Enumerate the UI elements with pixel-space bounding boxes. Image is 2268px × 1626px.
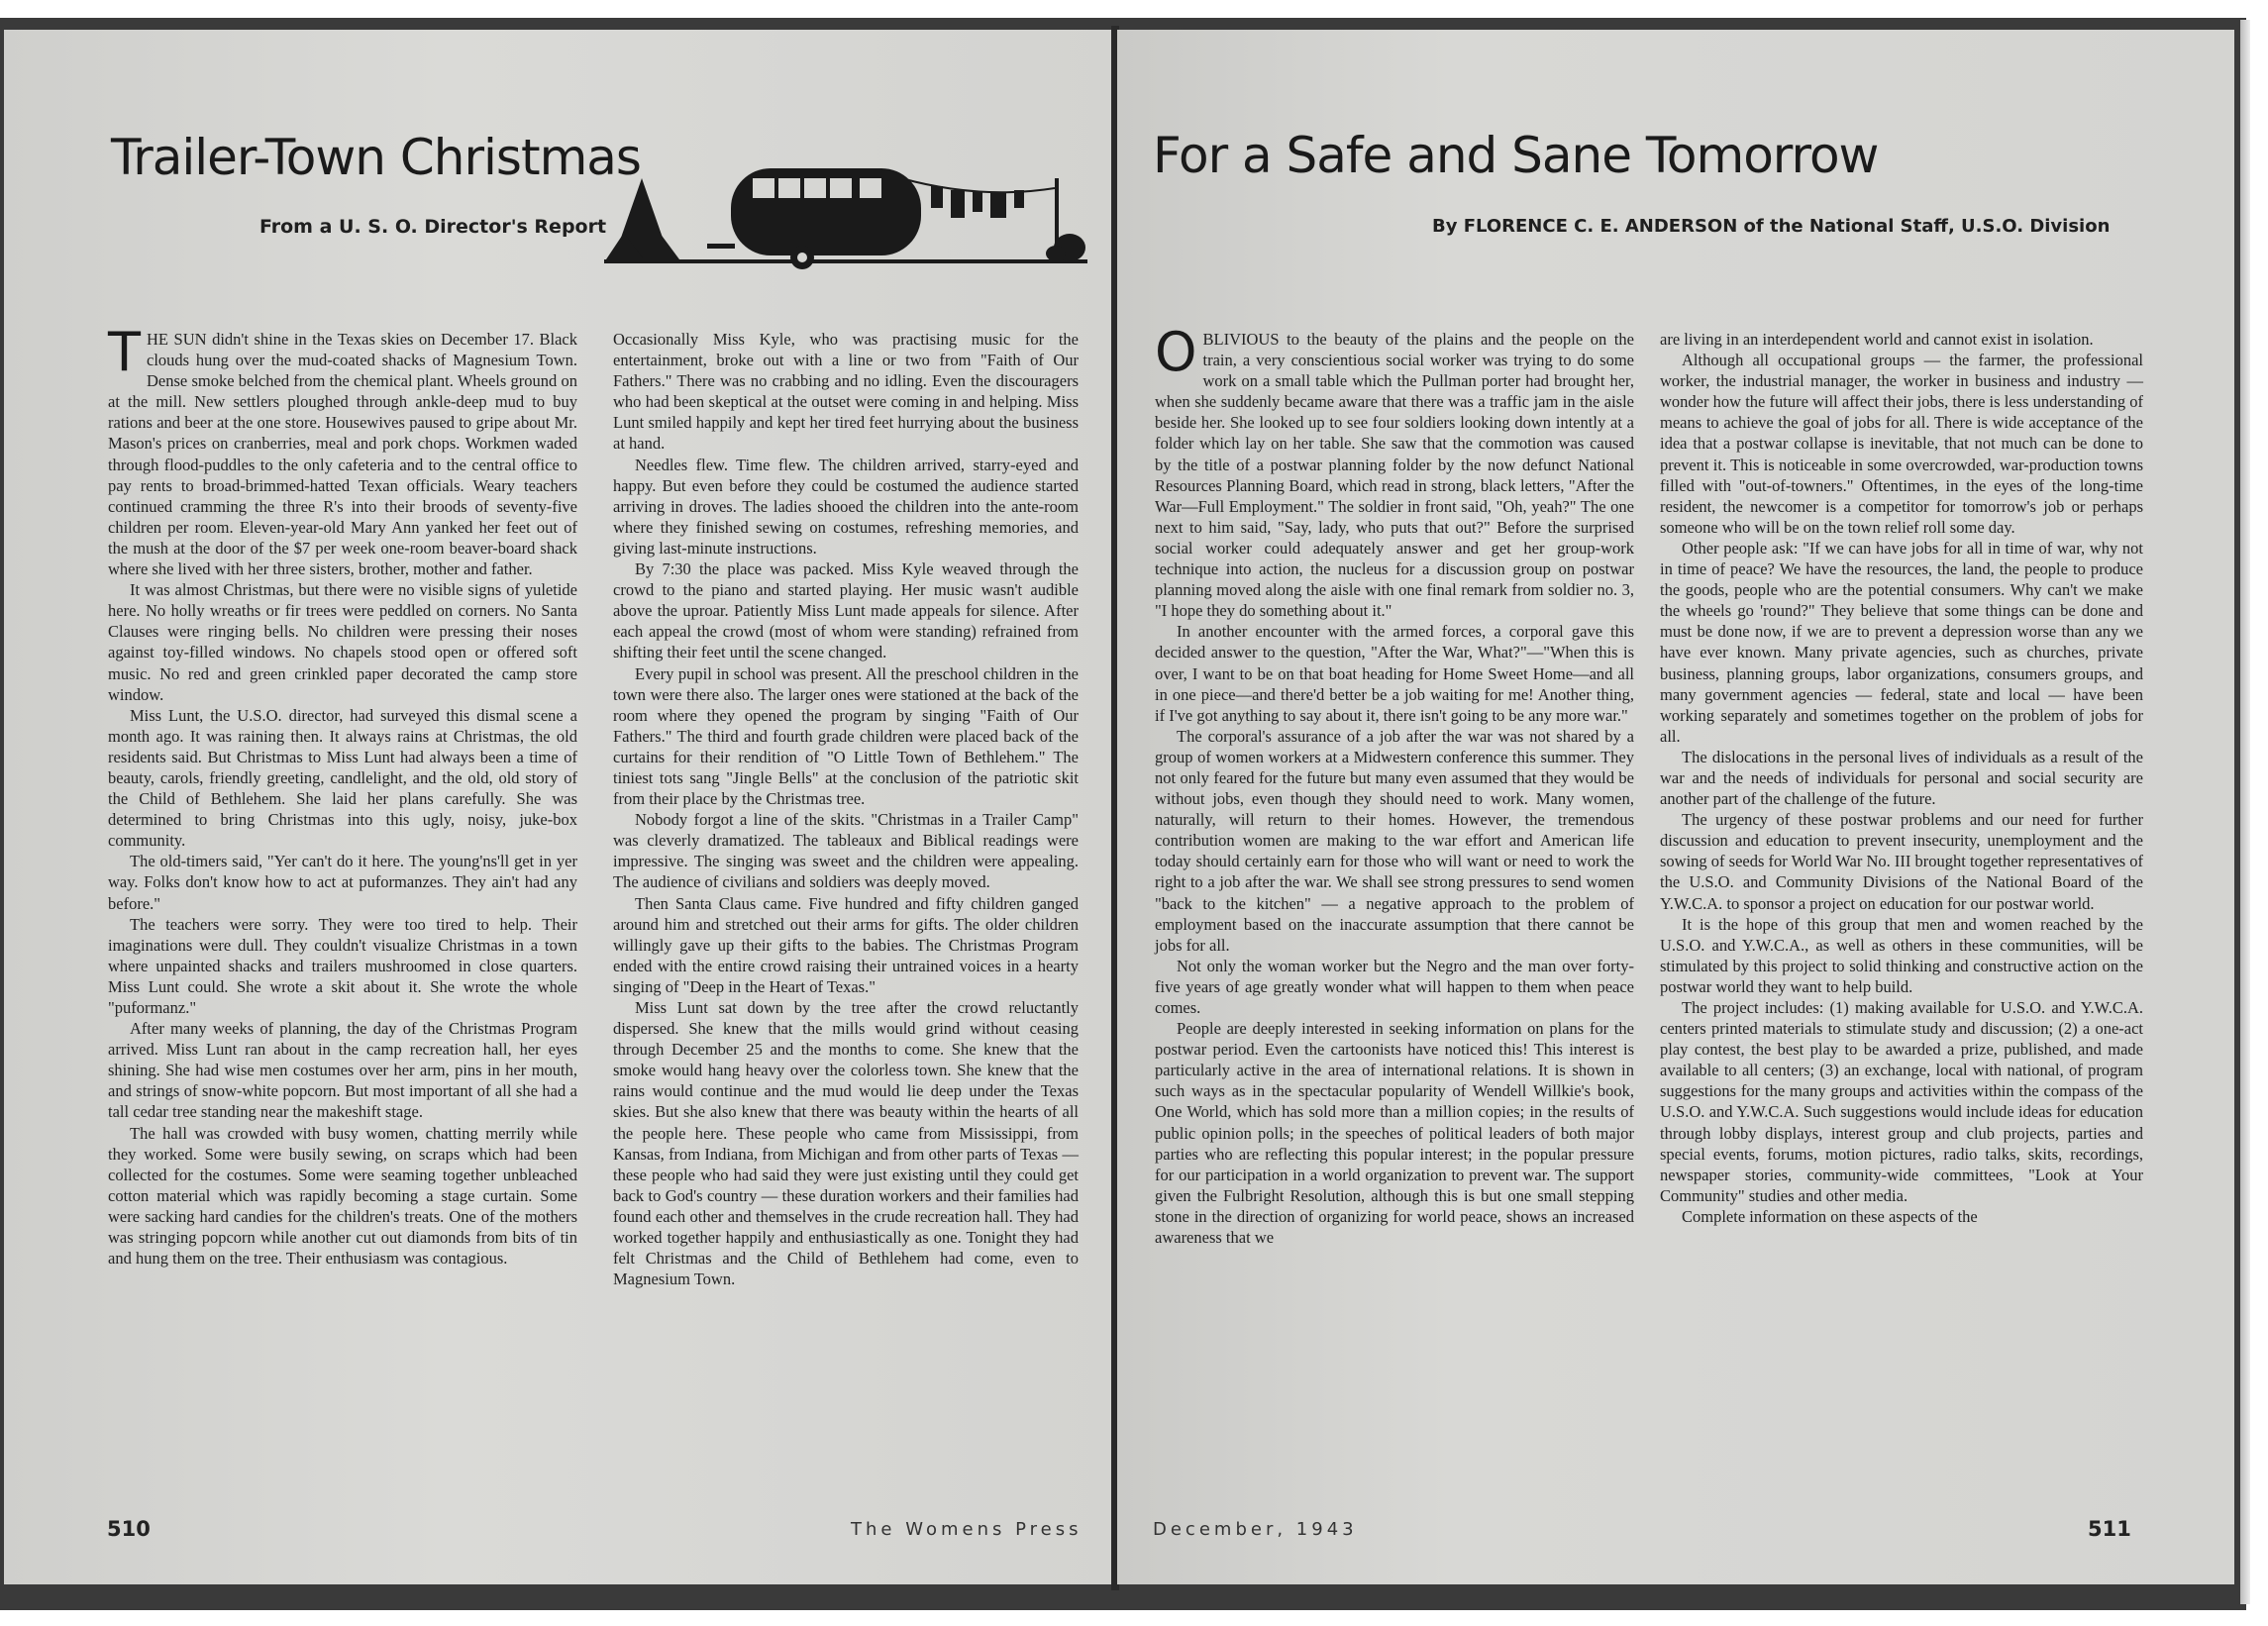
paragraph: are living in an interdependent world and cannot exist in isolation. [1660,330,2094,349]
paragraph: The hall was crowded with busy women, chatting merrily while they worked. Some were busily sewing, on scraps which had been collected for the costumes. Some were seaming together unbleached cotton material which was rapidly becoming a stage curtain. Some were sacking hard candies for the children's treats. One of the mothers was stringing popcorn while another cut out diamonds from bits of tin and hung them on the tree. Their enthusiasm was contagious. [108,1123,577,1269]
left-page [4,30,1113,1584]
drop-cap: O [1155,321,1197,383]
page-number: 510 [107,1517,151,1541]
paragraph: After many weeks of planning, the day of the Christmas Program arrived. Miss Lunt ran about in the camp recreation hall, her eyes shining. She had wise men costumes over her arm, pins in her mouth, and strings of snow-white popcorn. But most important of all she had a tall cedar tree standing near the makeshift stage. [108,1019,577,1122]
paragraph: Not only the woman worker but the Negro and the man over forty-five years of age greatly wonder what will happen to them when peace comes. [1155,956,1634,1017]
paragraph: By 7:30 the place was packed. Miss Kyle weaved through the crowd to the piano and started playing. Her music wasn't audible above the uproar. Patiently Miss Lunt made appeals for silence. After each appeal the crowd (most of whom were standing) refrained from shifting their feet until the scene changed. [613,559,1079,662]
paragraph: Occasionally Miss Kyle, who was practising music for the entertainment, broke out with a line or two from "Faith of Our Fathers." There was no crabbing and no idling. Even the discouragers who had been skeptical at the outset were coming in and helping. Miss Lunt smiled happily and kept her tired feet hurrying about the business at hand. [613,330,1079,454]
paragraph: Other people ask: "If we can have jobs for all in time of war, why not in time of peace? We have the resources, the land, the people to produce the goods, people who are the potential consumers. Why can't we make the wheels go 'round?" They believe that some things can be done and must be done now, if we are to prevent a depression worse than any we have ever known. Many private agencies, such as churches, private business, planning groups, labor organizations, consumers groups, and many government agencies — federal, state and local — have been working separately and sometimes together on the problem of jobs for all. [1660,538,2143,746]
right-page [1117,30,2234,1584]
paragraph: OBLIVIOUS to the beauty of the plains and the people on the train, a very conscientious social worker was trying to do some work on a small table which the Pullman porter had brought her, when she suddenly became aware that there was a traffic jam in the aisle beside her. She looked up to see four soldiers looking down intently at a folder which lay on her table. She saw that the commotion was caused by the title of a postwar planning folder by the now defunct National Resources Planning Board, which read in strong, black letters, "After the War—Full Employment." The soldier in front said, "Oh, yeah?" The one next to him said, "Say, lady, who puts that out?" Before the surprised social worker could adequately answer and get her group-work technique into action, the nucleus for a discussion group on postwar planning moved along the aisle with one final remark from soldier no. 3, "I hope they do something about it." [1155,321,1634,621]
trailer-illustration [604,149,1087,277]
paragraph: The urgency of these postwar problems and our need for further discussion and education to prevent insecurity, unemployment and the sowing of seeds for World War No. III brought together representatives of the U.S.O. and Community Divisions of the National Board of the Y.W.C.A. to sponsor a project on education for our postwar world. [1660,810,2143,913]
drop-cap: T [108,321,141,383]
paragraph: The dislocations in the personal lives of individuals as a result of the war and the needs of individuals for personal and social security are another part of the challenge of the future. [1660,747,2143,809]
paragraph: The old-timers said, "Yer can't do it here. The young'ns'll get in yer way. Folks don't know how to act at puformanzes. They ain't had any before." [108,852,577,913]
paragraph: It is the hope of this group that men and women reached by the U.S.O. and Y.W.C.A., as well as others in these communities, will be stimulated by this project to solid thinking and constructive action on the postwar world they want to help build. [1660,914,2143,996]
paragraph: THE SUN didn't shine in the Texas skies on December 17. Black clouds hung over the mud-coated shacks of Magnesium Town. Dense smoke belched from the chemical plant. Wheels ground on at the mill. New settlers ploughed through ankle-deep mud to buy rations and beer at the one store. Housewives paused to gripe about Mr. Mason's prices on cranberries, meal and pork chops. Workmen waded through flood-puddles to the only cafeteria and to the central office to pay rents to broad-brimmed-hatted Texan officials. Weary teachers continued cramming the three R's into their broods of seventy-five children per room. Eleven-year-old Mary Ann yanked her feet out of the mush at the door of the $7 per week one-room beaver-board shack where she lived with her three sisters, brother, mother and father. [108,321,577,579]
paragraph: Miss Lunt sat down by the tree after the crowd reluctantly dispersed. She knew that the mills would grind without ceasing through December 25 and the months to come. She knew that the smoke would hang heavy over the colorless town. She knew that the rains would continue and the mud would lie deep under the Texas skies. But she also knew that there was beauty within the hearts of all the people here. These people who came from Mississippi, from Kansas, from Indiana, from Michigan and from other parts of Texas — these people who had said they were just existing until they could get back to God's country — these duration workers and their families had found each other and themselves in the crude recreation hall. They had worked together happily and enthusiastically as one. Tonight they had felt Christmas and the Child of Bethlehem had come, even to Magnesium Town. [613,998,1079,1289]
publication-name: The Womens Press [851,1519,1082,1540]
paragraph: The corporal's assurance of a job after the war was not shared by a group of women workers at a Midwestern conference this summer. They not only feared for the future but many even assumed that they would be without jobs, even though they should need to work. Many women, naturally, will return to their homes. However, the tremendous contribution women are making to the war effort and American life today should certainly earn for those who will want or need to work the right to a job after the war. We shall see strong pressures to send women "back to the kitchen" — a negative approach to the problem of employment based on the inaccurate assumption that there cannot be jobs for all. [1155,726,1634,955]
article-title: For a Safe and Sane Tomorrow [1153,127,1879,184]
left-column-2 [613,329,1079,1289]
right-column-1 [1155,321,1634,1248]
issue-date: December, 1943 [1153,1519,1358,1540]
article-subtitle: From a U. S. O. Director's Report [259,216,607,238]
paragraph: Nobody forgot a line of the skits. "Christmas in a Trailer Camp" was cleverly dramatized. The tableaux and Biblical readings were impressive. The singing was sweet and the children were appealing. The audience of civilians and soldiers was deeply moved. [613,810,1079,892]
paragraph: The project includes: (1) making available for U.S.O. and Y.W.C.A. centers printed materials to stimulate study and discussion; (2) a one-act play contest, the best play to be awarded a prize, published, and made available to all centers; (3) an exchange, local with national, of program suggestions for the many groups and activities within the compass of the U.S.O. and Y.W.C.A. Such suggestions would include ideas for education through lobby displays, interest group and club projects, parties and special events, forums, motion pictures, radio talks, skits, recordings, newspaper stories, community-wide committees, "Look at Your Community" studies and other media. [1660,998,2143,1205]
page-edge [2240,20,2250,1604]
left-column-1 [108,321,577,1269]
paragraph: In another encounter with the armed forces, a corporal gave this decided answer to the question, "After the War, What?"—"When this is over, I want to be on that boat heading for Home Sweet Home—and all in one piece—and there'd better be a job waiting for me! Another thing, if I've got anything to say about it, there isn't going to be any more war." [1155,622,1634,725]
page-number: 511 [2088,1517,2131,1541]
article-byline: By FLORENCE C. E. ANDERSON of the National Staff, U.S.O. Division [1432,216,2111,237]
paragraph: It was almost Christmas, but there were no visible signs of yuletide here. No holly wreaths or fir trees were peddled on corners. No Santa Clauses were ringing bells. No children were pressing their noses against toy-filled windows. No chapels stood open or offered soft music. No red and green crinkled paper decorated the camp store window. [108,580,577,704]
paragraph: Needles flew. Time flew. The children arrived, starry-eyed and happy. But even before they could be costumed the audience started arriving in droves. The ladies shooed the children into the ante-room where they finished sewing on costumes, refreshing memories, and giving last-minute instructions. [613,455,1079,558]
paragraph: Then Santa Claus came. Five hundred and fifty children ganged around him and stretched out their arms for gifts. The older children willingly gave up their gifts to the babies. The Christmas Program ended with the entire crowd raising their untrained voices in a hearty singing of "Deep in the Heart of Texas." [613,893,1079,996]
trailer-icon [707,168,921,269]
paragraph: The teachers were sorry. They were too tired to help. Their imaginations were dull. They couldn't visualize Christmas in a town where unpainted shacks and trailers mushroomed in close quarters. Miss Lunt could. She wrote a skit about it. She wrote the whole "puformanz." [108,914,577,1017]
paragraph: Miss Lunt, the U.S.O. director, had surveyed this dismal scene a month ago. It was raining then. It always rains at Christmas, the old residents said. But Christmas to Miss Lunt had always been a time of beauty, carols, friendly greeting, candlelight, and the old, old story of the Child of Bethlehem. She laid her plans carefully. She was determined to bring Christmas into this ugly, noisy, juke-box community. [108,705,577,851]
paragraph: People are deeply interested in seeking information on plans for the postwar period. Even the cartoonists have noticed this! This interest is particularly active in the area of international relations. It is shown in such ways as in the spectacular popularity of Wendell Willkie's book, One World, which has sold more than a million copies; in the results of public opinion polls; in the speeches of political leaders of both major parties who are reflecting this popular interest; in the popular pressure for our participation in a world organization to prevent war. The support given the Fulbright Resolution, although this is but one small stepping stone in the direction of organizing for world peace, shows an increased awareness that we [1155,1019,1634,1248]
paragraph: Complete information on these aspects of the [1682,1206,1978,1226]
tree-icon [606,178,679,262]
paragraph: Every pupil in school was present. All the preschool children in the town were there also. The larger ones were stationed at the back of the room where they opened the program by singing "Faith of Our Fathers." The third and fourth grade children were placed back of the curtains for their rendition of "O Little Town of Bethlehem." The tiniest tots sang "Jingle Bells" at the conclusion of the patriotic skit from their place by the Christmas tree. [613,663,1079,809]
article-title: Trailer-Town Christmas [111,129,641,186]
right-column-2 [1660,329,2143,1227]
bush-icon [1046,234,1085,261]
clothesline-icon [901,178,1059,259]
paragraph: Although all occupational groups — the farmer, the professional worker, the industrial manager, the worker in business and industry — wonder how the future will affect their jobs, there is less understanding of means to achieve the goal of jobs for all. There is wide acceptance of the idea that a postwar collapse is inevitable, that not much can be done to prevent it. This is noticeable in some overcrowded, war-production towns filled with "out-of-towners." Oftentimes, in the eyes of the long-time resident, the newcomer is a competitor for tomorrow's job or perhaps someone who will be on the town relief roll some day. [1660,351,2143,537]
